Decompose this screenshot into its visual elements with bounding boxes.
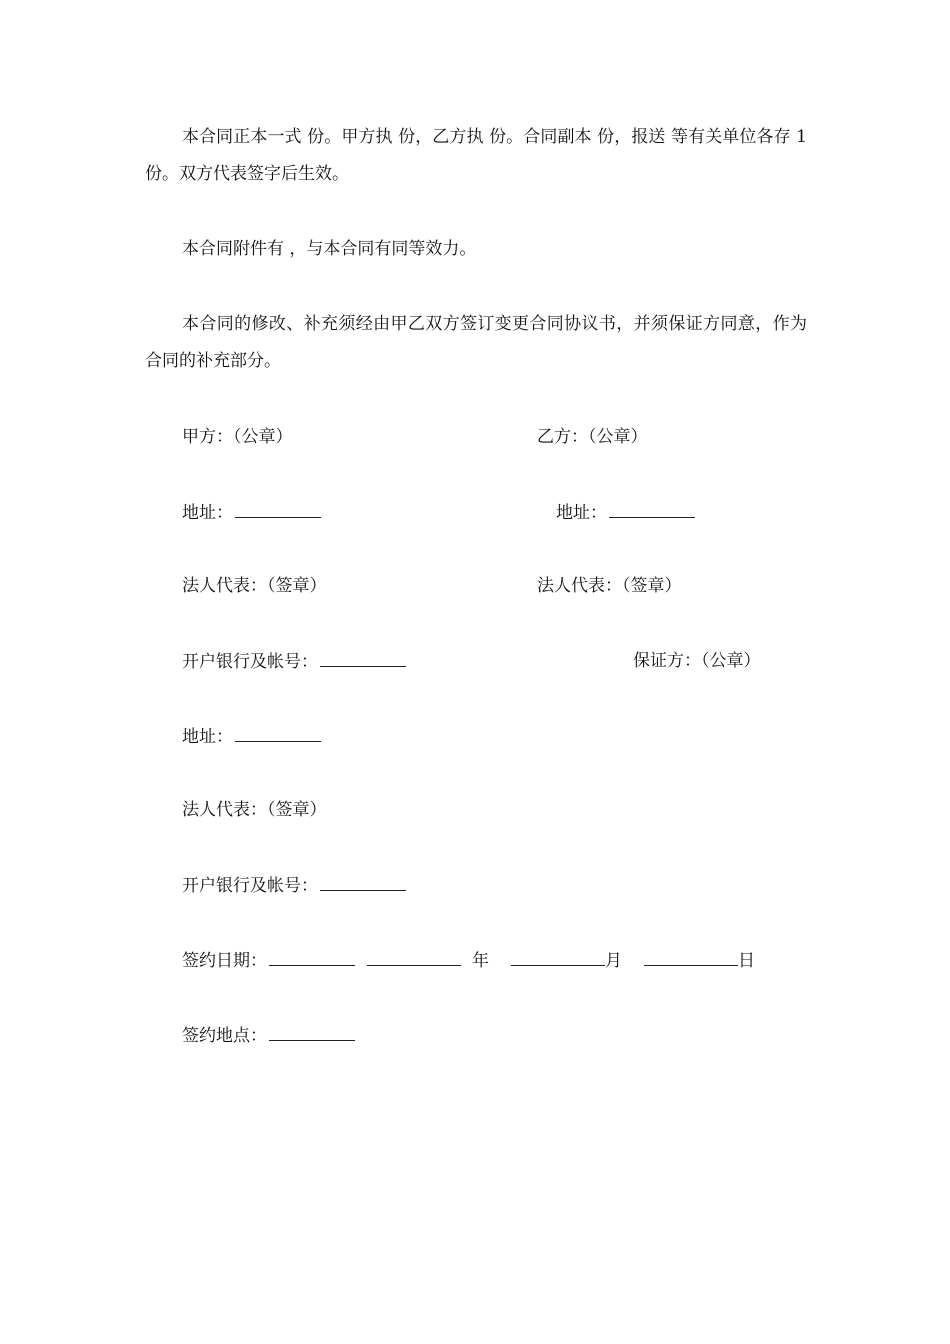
- party-a-bank-label: 开户银行及帐号：: [182, 652, 318, 672]
- guarantor-address-label: 地址：: [182, 727, 233, 747]
- guarantor-address: [182, 725, 321, 748]
- party-a-bank: [182, 650, 406, 673]
- signing-date: [182, 949, 755, 972]
- signing-year-label: 年: [472, 951, 489, 971]
- guarantor-legal-rep-label: 法人代表：（签章）: [182, 800, 327, 820]
- guarantor-bank: [182, 874, 406, 897]
- party-a-address-blank[interactable]: [235, 501, 321, 518]
- party-b-address-label: 地址：: [556, 503, 607, 523]
- guarantor-bank-blank[interactable]: [320, 874, 406, 891]
- clause-amendments: 本合同的修改、补充须经由甲乙双方签订变更合同协议书，并须保证方同意，作为合同的补充部分。: [145, 314, 807, 371]
- party-a-bank-blank[interactable]: [320, 650, 406, 667]
- signing-date-label: 签约日期：: [182, 951, 267, 971]
- party-a-legal-rep-label: 法人代表：（签章）: [182, 576, 327, 596]
- guarantor-address-blank[interactable]: [235, 725, 321, 742]
- party-b-seal-label: 乙方：（公章）: [537, 427, 648, 447]
- party-a-seal-label: 甲方：（公章）: [182, 427, 293, 447]
- signing-day-blank[interactable]: [644, 949, 738, 966]
- signing-month-label: 月: [605, 951, 622, 971]
- party-b-legal-rep-label: 法人代表：（签章）: [537, 576, 682, 596]
- signing-date-blank[interactable]: [269, 949, 355, 966]
- guarantor-bank-label: 开户银行及帐号：: [182, 876, 318, 896]
- party-b-address-blank[interactable]: [609, 501, 695, 518]
- signing-place-label: 签约地点：: [182, 1026, 267, 1046]
- signing-place-blank[interactable]: [269, 1024, 355, 1041]
- signing-place: [182, 1024, 355, 1047]
- signing-day-label: 日: [738, 951, 755, 971]
- party-a-address-label: 地址：: [182, 503, 233, 523]
- clause-copies: 本合同正本一式 份。甲方执 份，乙方执 份。合同副本 份，报送 等有关单位各存 1 份。双方代表签字后生效。: [145, 127, 807, 184]
- signing-month-blank[interactable]: [511, 949, 605, 966]
- signing-year-blank[interactable]: [367, 949, 461, 966]
- guarantor-seal-label: 保证方：（公章）: [633, 651, 761, 671]
- clause-attachments: 本合同附件有 ，与本合同有同等效力。: [182, 239, 477, 259]
- party-b-address: [556, 501, 695, 524]
- party-a-address: [182, 501, 321, 524]
